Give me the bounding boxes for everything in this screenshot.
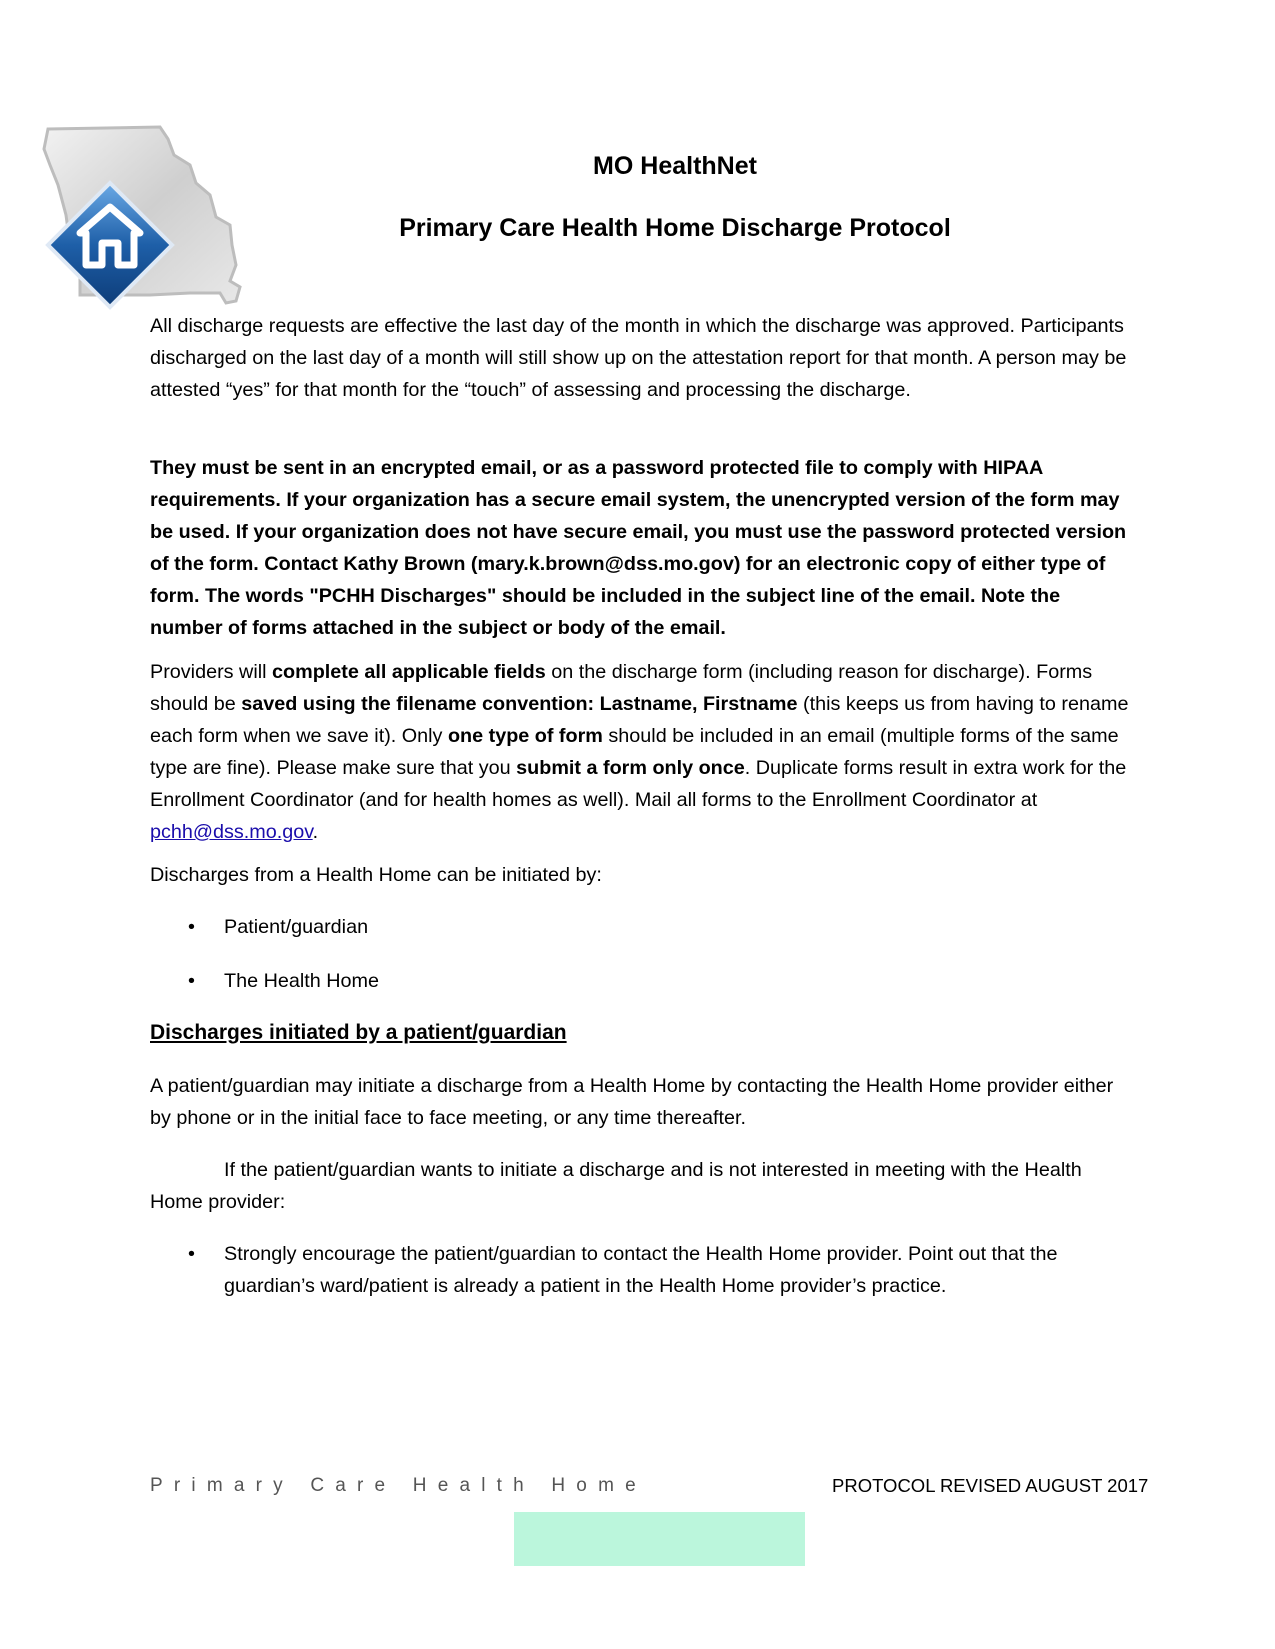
missouri-health-home-logo (40, 125, 255, 325)
initiator-list-item: Patient/guardian (224, 916, 369, 938)
providers-text-1: Providers will (150, 661, 273, 683)
section-heading: Discharges initiated by a patient/guardian (150, 1021, 567, 1044)
providers-paragraph (150, 656, 1135, 848)
security-text: They must be sent in an encrypted email, or as a password protected file to comply with HIPAA requirements. If your organization has a secure email system, the unencrypted version of the form may be used. If your organization does not have secure email, you must use the password protected version of the form. Contact Kathy Brown (mary.k.brown@dss.mo.gov) for an electronic copy of either type of form. The words "PCHH Discharges" should be included in the subject line of the email. Note the number of forms attached in the subject or body of the email. (150, 457, 1127, 639)
providers-bold-1: complete all applicable fields (272, 661, 546, 683)
providers-text-5: . Duplicate forms result in extra work for the Enrollment Coordinator (and for health homes as well). Mail all forms to the Enrollment Coordinator at (150, 757, 1127, 811)
providers-text (150, 656, 1135, 848)
bullet-icon: • (188, 970, 195, 992)
providers-text-4: should be included in an email (multiple forms of the same type are fine). Please make sure that you (150, 725, 1119, 779)
bullet-icon: • (188, 916, 195, 938)
providers-text-3: (this keeps us from having to rename each form when we save it). Only (150, 693, 1129, 747)
providers-bold-2: saved using the filename convention: Lastname, Firstname (241, 693, 798, 715)
intro-text: All discharge requests are effective the last day of the month in which the discharge was approved. Participants discharged on the last day of a month will still show up on the attestation report for that month. A person may be attested “yes” for that month for the “touch” of assessing and processing the discharge. (150, 315, 1127, 401)
providers-bold-3: one type of form (447, 725, 603, 747)
bullet-icon: • (188, 1243, 195, 1265)
initiator-list-item: The Health Home (224, 970, 380, 992)
section-list-item: Strongly encourage the patient/guardian to contact the Health Home provider. Point out that the guardian’s ward/patient is already a patient in the Health Home provider’s practice. (224, 1243, 1058, 1297)
section-paragraph: A patient/guardian may initiate a discharge from a Health Home by contacting the Health Home provider either by phone or in the initial face to face meeting, or any time thereafter. (150, 1075, 1114, 1129)
security-paragraph (150, 452, 1135, 644)
footer-revision-text: PROTOCOL REVISED AUGUST 2017 (832, 1475, 1149, 1496)
footer-highlight-box (514, 1512, 805, 1566)
document-title: Primary Care Health Home Discharge Protocol (399, 214, 951, 242)
intro-paragraph (150, 310, 1135, 406)
providers-text-2: on the discharge form (including reason for discharge). Forms should be (150, 661, 1093, 715)
initiated-intro: Discharges from a Health Home can be initiated by: (150, 864, 602, 886)
email-link[interactable]: pchh@dss.mo.gov (150, 821, 313, 843)
indented-paragraph: If the patient/guardian wants to initiate a discharge and is not interested in meeting with the Health Home provider: (150, 1159, 1082, 1213)
org-title: MO HealthNet (593, 152, 757, 180)
footer-left-text: Primary Care Health Home (150, 1475, 647, 1496)
providers-text-6: . (312, 821, 319, 843)
providers-bold-4: submit a form only once (516, 757, 745, 779)
